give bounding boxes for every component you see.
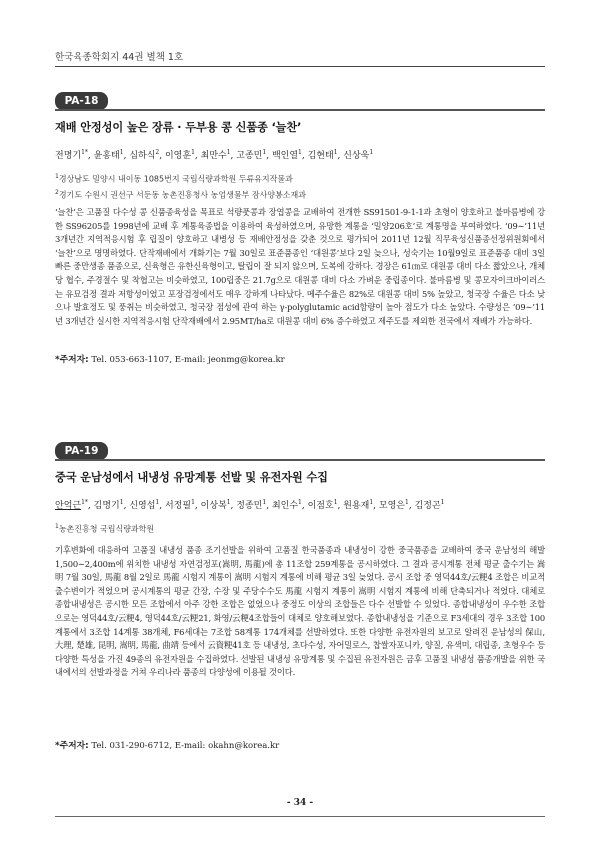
author-affiliation-mark: 1 (333, 149, 338, 156)
author-affiliation-mark: 1 (191, 499, 195, 506)
page-number: - 34 - (286, 798, 314, 808)
abstract-body: 기후변화에 대응하여 고품질 내냉성 품종 조기선발을 위하여 고품질 한국품종과 내냉성이 강한 중국품종을 교배하여 중국 운남성의 해발 1,500∼2,400m에 위치한 내냉성 자연검정포(嵩明, 馬龍)에 총 11조합 259계통을 공시하였다. 그 결과 공시계통 전체 평균 출수기는 嵩明 7월 30일, 馬龍 8월 2일로 馬龍 시험지 계통이 嵩明 시험지 계통에 비해 평균 3일 늦었다. 공시 조합 중 영덕44호/云粳4 조합은 비교적 출수변이가 적었으며 공시계통의 평균 간장, 수장 및 주당수수도 馬龍 시험지 계통이 嵩明 시험지 계통에 비해 단축되거나 적었다. 대체로 종합내냉성은 공시한 모든 조합에서 아주 강한 조합은 없었으나 중정도 이상의 조합들은 다수 선발할 수 있었다. 종합내냉성이 우수한 조합으로는 영덕44호/云粳4, 영덕44호/云粳21, 화영/云粳4조합들이 대체로 양호해보였다. 종합내냉성을 기준으로 F3세대의 경우 3조합 100계통에서 3조합 14계통 38개체, F6세대는 7조합 58계통 174개체를 선발하였다. 또한 다양한 유전자원의 보고로 알려진 운남성의 保山, 大理, 楚雄, 昆明, 嵩明, 馬龍, 曲靖 등에서 云資粳41호 등 내냉성, 초다수성, 자어밀로스, 찹쌀자포니카, 양질, 유색미, 대립종, 초형우수 등 다양한 특성을 가진 49종의 유전자원을 수집하였다. 선발된 내냉성 유망계통 및 수집된 유전자원은 금후 고품질 내냉성 품종개발을 위한 국내에서의 선발과정을 거쳐 우리나라 품종의 다양성에 이용될 것이다. (55, 545, 545, 678)
abstract-body: ‘늘찬’은 고품질 다수성 콩 신품종육성을 목표로 석량풋콩과 장엽콩을 교배하여 전개한 SS91501-9-1-1과 초형이 양호하고 불마름병에 강한 SS96205를 1998년에 교배 후 계통육종법을 이용하여 육성하였으며, 유망한 계통을 ‘밀양206호’로 계통명을 부여하였다. ‘09∼’11년 3개년간 지역적응시험 후 립질이 양호하고 내병성 등 재배안정성을 갖춘 것으로 평가되어 2011년 12월 직무육성신품종선정위원회에서 ‘늘찬’으로 명명하였다. 단작재배에서 개화기는 7월 30일로 표준품종인 ‘대원콩’보다 2일 늦으나, 성숙기는 10월9일로 표준품종 대비 3일 빠른 중만생종 품종으로, 신육형은 유한신육형이고, 탈립이 잘 되지 않으며, 도복에 강하다. 경장은 61㎝로 대원콩 대비 다소 짧았으나, 개체당 협수, 주경절수 및 착협고는 비슷하였고, 100립중은 21.7g으로 대원콩 대비 다소 가벼운 중립종이다. 불마름병 및 콩모자이크바이러스는 유묘검정 결과 저항성이었고 포장검정에서도 매우 강하게 나타났다. 메주수율은 82%로 대원콩 대비 5% 높았고, 청국장 수율은 다소 낮으나 발효정도 및 풍취는 비슷하였고, 청국장 점성에 관여 하는 γ-polyglutamic acid함량이 높아 점도가 다소 높았다. 수량성은 ‘09∼’11년 3개년간 실시한 지역적응시험 단작재배에서 2.95MT/ha로 대원콩 대비 6% 증수하였고 제주도를 제외한 전국에서 재배가 가능하다. (55, 207, 545, 326)
author-affiliation-mark: 1 (440, 499, 445, 506)
author-name: 최만수 (200, 151, 227, 161)
author-affiliation-mark: 1* (81, 499, 88, 506)
author-name: 원용재 (343, 501, 370, 511)
affiliation-list (55, 170, 545, 201)
author-affiliation-mark: 1 (405, 499, 409, 506)
author-affiliation-mark: 1 (119, 499, 124, 506)
footer-rule (55, 816, 545, 817)
author-affiliation-mark: 1 (298, 499, 302, 506)
affiliation-line: $^1$경상남도 밀양시 내이동 1085번지 국립식량과학원 두류유지작물과 (55, 173, 293, 184)
affiliation-list (55, 520, 545, 536)
contact-details: Tel. 053-663-1107, E-mail: jeonmg@korea.kr (91, 355, 285, 365)
author-affiliation-mark: 1 (155, 499, 160, 506)
abstract-title: 재배 안정성이 높은 장류 · 두부용 콩 신품종 ‘늘찬’ (55, 121, 302, 134)
author-name: 고종민 (236, 151, 263, 161)
author-name: 모영은 (378, 501, 405, 511)
author-name: 김명기 (93, 501, 120, 511)
affiliation-line: $^2$경기도 수원시 권선구 서둔동 농촌진흥청사 농업생물부 잠사양봉소재과 (55, 188, 306, 200)
corresponding-author (55, 352, 545, 365)
author-list: 전명기$^{1*}$, 윤홍태$^1$, 심하식$^2$, 이영훈$^1$, 최만수$^1$, 고종민$^1$, 백인열$^1$, 김현태$^1$, 신상욱$^1$ (55, 149, 374, 161)
author-name: 윤홍태 (93, 151, 120, 161)
author-name: 전명기 (55, 151, 82, 161)
contact-label: *주저자: (55, 355, 89, 365)
header-rule (55, 66, 545, 67)
author-name: 신상욱 (343, 151, 370, 161)
author-name: 정종민 (236, 501, 263, 511)
author-name: 김현태 (307, 151, 334, 161)
author-name: 김정곤 (414, 501, 441, 511)
author-affiliation-mark: 1 (119, 149, 124, 156)
author-affiliation-mark: 1 (369, 499, 374, 506)
author-name: 최인수 (271, 501, 299, 511)
author-name: 서정필 (164, 501, 192, 511)
author-name: 신영섭 (129, 501, 156, 511)
contact-details: Tel. 031-290-6712, E-mail: okahn@korea.kr (91, 741, 280, 751)
author-affiliation-mark: 1 (226, 499, 231, 506)
corresponding-author (55, 738, 545, 751)
author-name: 이점호 (307, 501, 334, 511)
affiliation-line: $^1$농촌진흥청 국립식량과학원 (55, 523, 155, 534)
abstract-title: 중국 운남성에서 내냉성 유망계통 선발 및 유전자원 수집 (55, 471, 328, 484)
author-name: 이영훈 (164, 151, 192, 161)
journal-header: 한국육종학회지 44권 별책 1호 (55, 52, 184, 63)
author-affiliation-mark: 1 (262, 499, 267, 506)
author-name: 안억근 (55, 501, 82, 511)
author-affiliation-mark: 1 (262, 149, 267, 156)
abstract-id-badge: PA-19 (55, 442, 108, 460)
author-affiliation-mark: 1 (191, 149, 195, 156)
author-name: 백인열 (271, 151, 299, 161)
author-list: 안억근$^{1*}$, 김명기$^1$, 신영섭$^1$, 서정필$^1$, 이상복$^1$, 정종민$^1$, 최인수$^1$, 이점호$^1$, 원용재$^1$, 모영은$^1$, 김정곤$^1$ (55, 499, 445, 511)
author-affiliation-mark: 1 (369, 149, 374, 156)
contact-label: *주저자: (55, 741, 89, 751)
author-affiliation-mark: 1 (226, 149, 231, 156)
author-affiliation-mark: 2 (155, 149, 160, 156)
section-rule (55, 109, 545, 111)
author-affiliation-mark: 1 (333, 499, 338, 506)
author-affiliation-mark: 1* (81, 149, 88, 156)
author-name: 이상복 (200, 501, 227, 511)
section-rule (55, 459, 545, 461)
author-affiliation-mark: 1 (298, 149, 302, 156)
author-name: 심하식 (129, 151, 156, 161)
abstract-id-badge: PA-18 (55, 92, 108, 110)
